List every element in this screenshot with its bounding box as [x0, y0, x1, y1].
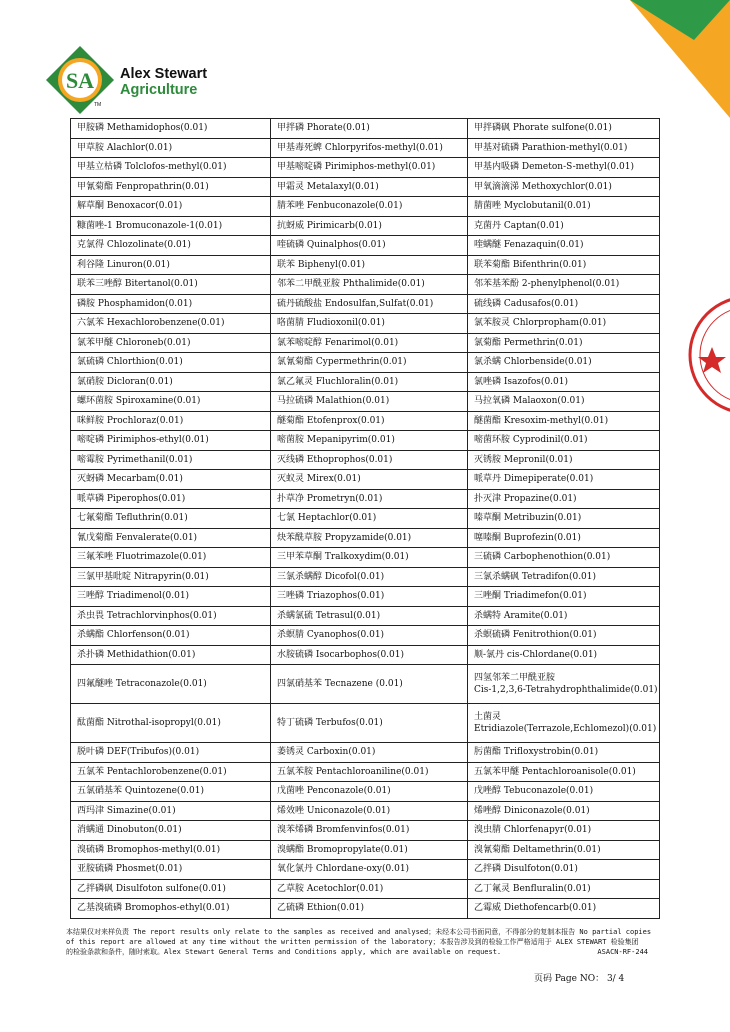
table-cell: 五氯苯 Pentachlorobenzene(0.01) — [71, 762, 271, 782]
footer-line2: of this report are allowed at any time without the written permission of the laboratory；本报告涉及到的检验工作严格适用于 ALEX STEWART 检验集团 — [66, 938, 639, 946]
table-cell: 甲草胺 Alachlor(0.01) — [71, 138, 271, 158]
footer-line3: 的检验条款和条件，随时索取。Alex Stewart General Terms and Conditions apply, which are available on request. — [66, 948, 502, 956]
table-cell: 三硫磷 Carbophenothion(0.01) — [468, 548, 660, 568]
table-cell: 氯硫磷 Chlorthion(0.01) — [71, 353, 271, 373]
table-cell: 联苯 Biphenyl(0.01) — [271, 255, 468, 275]
table-cell: 甲基内吸磷 Demeton-S-methyl(0.01) — [468, 158, 660, 178]
table-row — [71, 431, 660, 451]
table-cell: 乙基溴硫磷 Bromophos-ethyl(0.01) — [71, 899, 271, 919]
table-cell: 马拉硫磷 Malathion(0.01) — [271, 392, 468, 412]
table-row — [71, 567, 660, 587]
table-row — [71, 372, 660, 392]
table-cell: 甲胺磷 Methamidophos(0.01) — [71, 119, 271, 139]
table-row — [71, 860, 660, 880]
table-cell: 咪鲜胺 Prochloraz(0.01) — [71, 411, 271, 431]
table-cell: 杀螟腈 Cyanophos(0.01) — [271, 626, 468, 646]
svg-text:SA: SA — [65, 68, 95, 93]
table-cell: 哌草丹 Dimepiperate(0.01) — [468, 470, 660, 490]
table-cell: 萎锈灵 Carboxin(0.01) — [271, 743, 468, 763]
table-cell: 氯唑磷 Isazofos(0.01) — [468, 372, 660, 392]
table-cell: 甲氰菊酯 Fenpropathrin(0.01) — [71, 177, 271, 197]
table-row — [71, 294, 660, 314]
table-cell: 甲基嘧啶磷 Pirimiphos-methyl(0.01) — [271, 158, 468, 178]
table-row — [71, 879, 660, 899]
table-cell: 扑草净 Prometryn(0.01) — [271, 489, 468, 509]
table-cell: 西玛津 Simazine(0.01) — [71, 801, 271, 821]
table-cell: 联苯三唑醇 Bitertanol(0.01) — [71, 275, 271, 295]
table-row — [71, 899, 660, 919]
table-row — [71, 411, 660, 431]
table-row — [71, 509, 660, 529]
table-cell — [468, 704, 660, 743]
table-cell: 七氟菊酯 Tefluthrin(0.01) — [71, 509, 271, 529]
table-row — [71, 782, 660, 802]
table-row — [71, 177, 660, 197]
table-cell: 杀螨特 Aramite(0.01) — [468, 606, 660, 626]
table-cell: 甲氧滴滴涕 Methoxychlor(0.01) — [468, 177, 660, 197]
table-cell: 灭蚁灵 Mirex(0.01) — [271, 470, 468, 490]
table-cell: 咯菌腈 Fludioxonil(0.01) — [271, 314, 468, 334]
table-cell: 喹硫磷 Quinalphos(0.01) — [271, 236, 468, 256]
table-cell: 烯效唑 Uniconazole(0.01) — [271, 801, 468, 821]
table-cell: 腈菌唑 Myclobutanil(0.01) — [468, 197, 660, 217]
brand-line1: Alex Stewart — [120, 66, 208, 82]
table-cell: 嘧菌环胺 Cyprodinil(0.01) — [468, 431, 660, 451]
table-row — [71, 606, 660, 626]
table-cell: 三氟苯唑 Fluotrimazole(0.01) — [71, 548, 271, 568]
table-cell: 氯菊酯 Permethrin(0.01) — [468, 333, 660, 353]
company-logo — [44, 44, 116, 116]
table-cell: 乙霉威 Diethofencarb(0.01) — [468, 899, 660, 919]
table-cell: 溴氰菊酯 Deltamethrin(0.01) — [468, 840, 660, 860]
table-cell: 嘧霉胺 Pyrimethanil(0.01) — [71, 450, 271, 470]
table-cell: 顺-氯丹 cis-Chlordane(0.01) — [468, 645, 660, 665]
table-cell: 甲基对硫磷 Parathion-methyl(0.01) — [468, 138, 660, 158]
form-code: ASACN-RF-244 — [597, 948, 648, 956]
table-row — [71, 645, 660, 665]
table-cell: 脱叶磷 DEF(Tribufos)(0.01) — [71, 743, 271, 763]
table-row — [71, 216, 660, 236]
table-cell: 炔苯酰草胺 Propyzamide(0.01) — [271, 528, 468, 548]
table-cell: 氯杀螨 Chlorbenside(0.01) — [468, 353, 660, 373]
table-row — [71, 158, 660, 178]
table-cell: 烯唑醇 Diniconazole(0.01) — [468, 801, 660, 821]
table-cell: 甲拌磷砜 Phorate sulfone(0.01) — [468, 119, 660, 139]
table-row — [71, 665, 660, 704]
table-cell: 腈苯唑 Fenbuconazole(0.01) — [271, 197, 468, 217]
table-cell: 六氯苯 Hexachlorobenzene(0.01) — [71, 314, 271, 334]
table-row — [71, 762, 660, 782]
table-cell: 三甲苯草酮 Tralkoxydim(0.01) — [271, 548, 468, 568]
table-cell: 酞菌酯 Nitrothal-isopropyl(0.01) — [71, 704, 271, 743]
table-cell: 七氯 Heptachlor(0.01) — [271, 509, 468, 529]
table-cell: 扑灭津 Propazine(0.01) — [468, 489, 660, 509]
table-cell: 五氯苯甲醚 Pentachloroanisole(0.01) — [468, 762, 660, 782]
table-cell: 四氟醚唑 Tetraconazole(0.01) — [71, 665, 271, 704]
table-cell: 邻苯基苯酚 2-phenylphenol(0.01) — [468, 275, 660, 295]
table-cell: 杀虫畏 Tetrachlorvinphos(0.01) — [71, 606, 271, 626]
table-cell: 乙草胺 Acetochlor(0.01) — [271, 879, 468, 899]
table-row — [71, 236, 660, 256]
table-cell: 乙硫磷 Ethion(0.01) — [271, 899, 468, 919]
table-cell — [468, 665, 660, 704]
table-row — [71, 840, 660, 860]
table-cell: 甲基毒死蜱 Chlorpyrifos-methyl(0.01) — [271, 138, 468, 158]
table-row — [71, 801, 660, 821]
table-cell: 灭锈胺 Mepronil(0.01) — [468, 450, 660, 470]
table-cell: 氯硝胺 Dicloran(0.01) — [71, 372, 271, 392]
table-cell: 三氯杀螨醇 Dicofol(0.01) — [271, 567, 468, 587]
table-cell: 糠菌唑-1 Bromuconazole-1(0.01) — [71, 216, 271, 236]
table-cell: 消螨通 Dinobuton(0.01) — [71, 821, 271, 841]
table-cell: 氯苯甲醚 Chloroneb(0.01) — [71, 333, 271, 353]
table-cell: 哌草磷 Piperophos(0.01) — [71, 489, 271, 509]
table-row — [71, 704, 660, 743]
table-cell: 五氯苯胺 Pentachloroaniline(0.01) — [271, 762, 468, 782]
table-row — [71, 450, 660, 470]
table-cell: 氯乙氟灵 Fluchloralin(0.01) — [271, 372, 468, 392]
table-cell: 四氯硝基苯 Tecnazene (0.01) — [271, 665, 468, 704]
table-cell: 三氯杀螨砜 Tetradifon(0.01) — [468, 567, 660, 587]
table-row — [71, 528, 660, 548]
table-cell: 三唑酮 Triadimefon(0.01) — [468, 587, 660, 607]
table-cell: 灭线磷 Ethoprophos(0.01) — [271, 450, 468, 470]
table-cell: 磷胺 Phosphamidon(0.01) — [71, 294, 271, 314]
table-cell: 乙拌磷砜 Disulfoton sulfone(0.01) — [71, 879, 271, 899]
cell-line: Etridiazole(Terrazole,Echlomezol)(0.01) — [474, 724, 657, 734]
brand-line2: Agriculture — [120, 82, 198, 98]
footer-line1: 本结果仅对来样负责 The report results only relate to the samples as received and analysed；未经本公司书面同意，不得部分的复制本报告 No partial copies — [66, 928, 652, 936]
trademark-mark: TM — [94, 102, 102, 108]
cell-line: Cis-1,2,3,6-Tetrahydrophthalimide(0.01) — [474, 685, 658, 695]
brand-name — [120, 66, 207, 98]
table-cell: 杀螨酯 Chlorfenson(0.01) — [71, 626, 271, 646]
table-row — [71, 587, 660, 607]
table-cell: 解草酮 Benoxacor(0.01) — [71, 197, 271, 217]
table-cell: 硫线磷 Cadusafos(0.01) — [468, 294, 660, 314]
table-cell: 甲拌磷 Phorate(0.01) — [271, 119, 468, 139]
cell-line: 土菌灵 — [474, 712, 502, 722]
table-cell: 戊唑醇 Tebuconazole(0.01) — [468, 782, 660, 802]
table-row — [71, 119, 660, 139]
table-row — [71, 489, 660, 509]
table-cell: 戊菌唑 Penconazole(0.01) — [271, 782, 468, 802]
table-cell: 氯苯嘧啶醇 Fenarimol(0.01) — [271, 333, 468, 353]
table-cell: 溴螨酯 Bromopropylate(0.01) — [271, 840, 468, 860]
table-row — [71, 275, 660, 295]
table-cell: 联苯菊酯 Bifenthrin(0.01) — [468, 255, 660, 275]
table-cell: 乙拌磷 Disulfoton(0.01) — [468, 860, 660, 880]
table-row — [71, 197, 660, 217]
table-cell: 杀扑磷 Methidathion(0.01) — [71, 645, 271, 665]
table-row — [71, 333, 660, 353]
table-row — [71, 353, 660, 373]
table-cell: 氰戊菊酯 Fenvalerate(0.01) — [71, 528, 271, 548]
table-cell: 氯氰菊酯 Cypermethrin(0.01) — [271, 353, 468, 373]
table-row — [71, 548, 660, 568]
table-row — [71, 314, 660, 334]
table-cell: 甲基立枯磷 Tolclofos-methyl(0.01) — [71, 158, 271, 178]
stamp-seal — [688, 285, 730, 425]
table-cell: 三唑磷 Triazophos(0.01) — [271, 587, 468, 607]
table-cell: 乙丁氟灵 Benfluralin(0.01) — [468, 879, 660, 899]
table-cell: 三氯甲基吡啶 Nitrapyrin(0.01) — [71, 567, 271, 587]
table-cell: 喹螨醚 Fenazaquin(0.01) — [468, 236, 660, 256]
page-number: 页码 Page NO： 3/ 4 — [534, 974, 625, 984]
table-row — [71, 626, 660, 646]
table-cell: 溴虫腈 Chlorfenapyr(0.01) — [468, 821, 660, 841]
table-cell: 杀螨氯硫 Tetrasul(0.01) — [271, 606, 468, 626]
table-cell: 利谷隆 Linuron(0.01) — [71, 255, 271, 275]
table-cell: 抗蚜威 Pirimicarb(0.01) — [271, 216, 468, 236]
table-row — [71, 392, 660, 412]
table-cell: 氧化氯丹 Chlordane-oxy(0.01) — [271, 860, 468, 880]
table-cell: 马拉氧磷 Malaoxon(0.01) — [468, 392, 660, 412]
table-cell: 氯苯胺灵 Chlorpropham(0.01) — [468, 314, 660, 334]
table-cell: 水胺硫磷 Isocarbophos(0.01) — [271, 645, 468, 665]
table-cell: 特丁硫磷 Terbufos(0.01) — [271, 704, 468, 743]
table-cell: 三唑醇 Triadimenol(0.01) — [71, 587, 271, 607]
table-cell: 噻嗪酮 Buprofezin(0.01) — [468, 528, 660, 548]
report-footer — [66, 927, 666, 957]
table-cell: 甲霜灵 Metalaxyl(0.01) — [271, 177, 468, 197]
table-cell: 醚菊酯 Etofenprox(0.01) — [271, 411, 468, 431]
table-cell: 亚胺硫磷 Phosmet(0.01) — [71, 860, 271, 880]
pesticide-table — [70, 118, 660, 919]
table-cell: 克菌丹 Captan(0.01) — [468, 216, 660, 236]
table-row — [71, 470, 660, 490]
table-cell: 溴硫磷 Bromophos-methyl(0.01) — [71, 840, 271, 860]
table-cell: 五氯硝基苯 Quintozene(0.01) — [71, 782, 271, 802]
table-cell: 肟菌酯 Trifloxystrobin(0.01) — [468, 743, 660, 763]
table-cell: 灭蚜磷 Mecarbam(0.01) — [71, 470, 271, 490]
table-cell: 溴苯烯磷 Bromfenvinfos(0.01) — [271, 821, 468, 841]
table-cell: 醚菌酯 Kresoxim-methyl(0.01) — [468, 411, 660, 431]
table-row — [71, 255, 660, 275]
table-cell: 克氯得 Chlozolinate(0.01) — [71, 236, 271, 256]
table-cell: 嘧菌胺 Mepanipyrim(0.01) — [271, 431, 468, 451]
corner-decoration — [630, 0, 730, 118]
table-row — [71, 743, 660, 763]
table-cell: 嗪草酮 Metribuzin(0.01) — [468, 509, 660, 529]
table-cell: 螺环菌胺 Spiroxamine(0.01) — [71, 392, 271, 412]
table-cell: 杀螟硫磷 Fenitrothion(0.01) — [468, 626, 660, 646]
table-cell: 硫丹硫酸盐 Endosulfan,Sulfat(0.01) — [271, 294, 468, 314]
table-row — [71, 821, 660, 841]
table-row — [71, 138, 660, 158]
table-cell: 嘧啶磷 Pirimiphos-ethyl(0.01) — [71, 431, 271, 451]
cell-line: 四氢邻苯二甲酰亚胺 — [474, 673, 556, 683]
table-cell: 邻苯二甲酰亚胺 Phthalimide(0.01) — [271, 275, 468, 295]
